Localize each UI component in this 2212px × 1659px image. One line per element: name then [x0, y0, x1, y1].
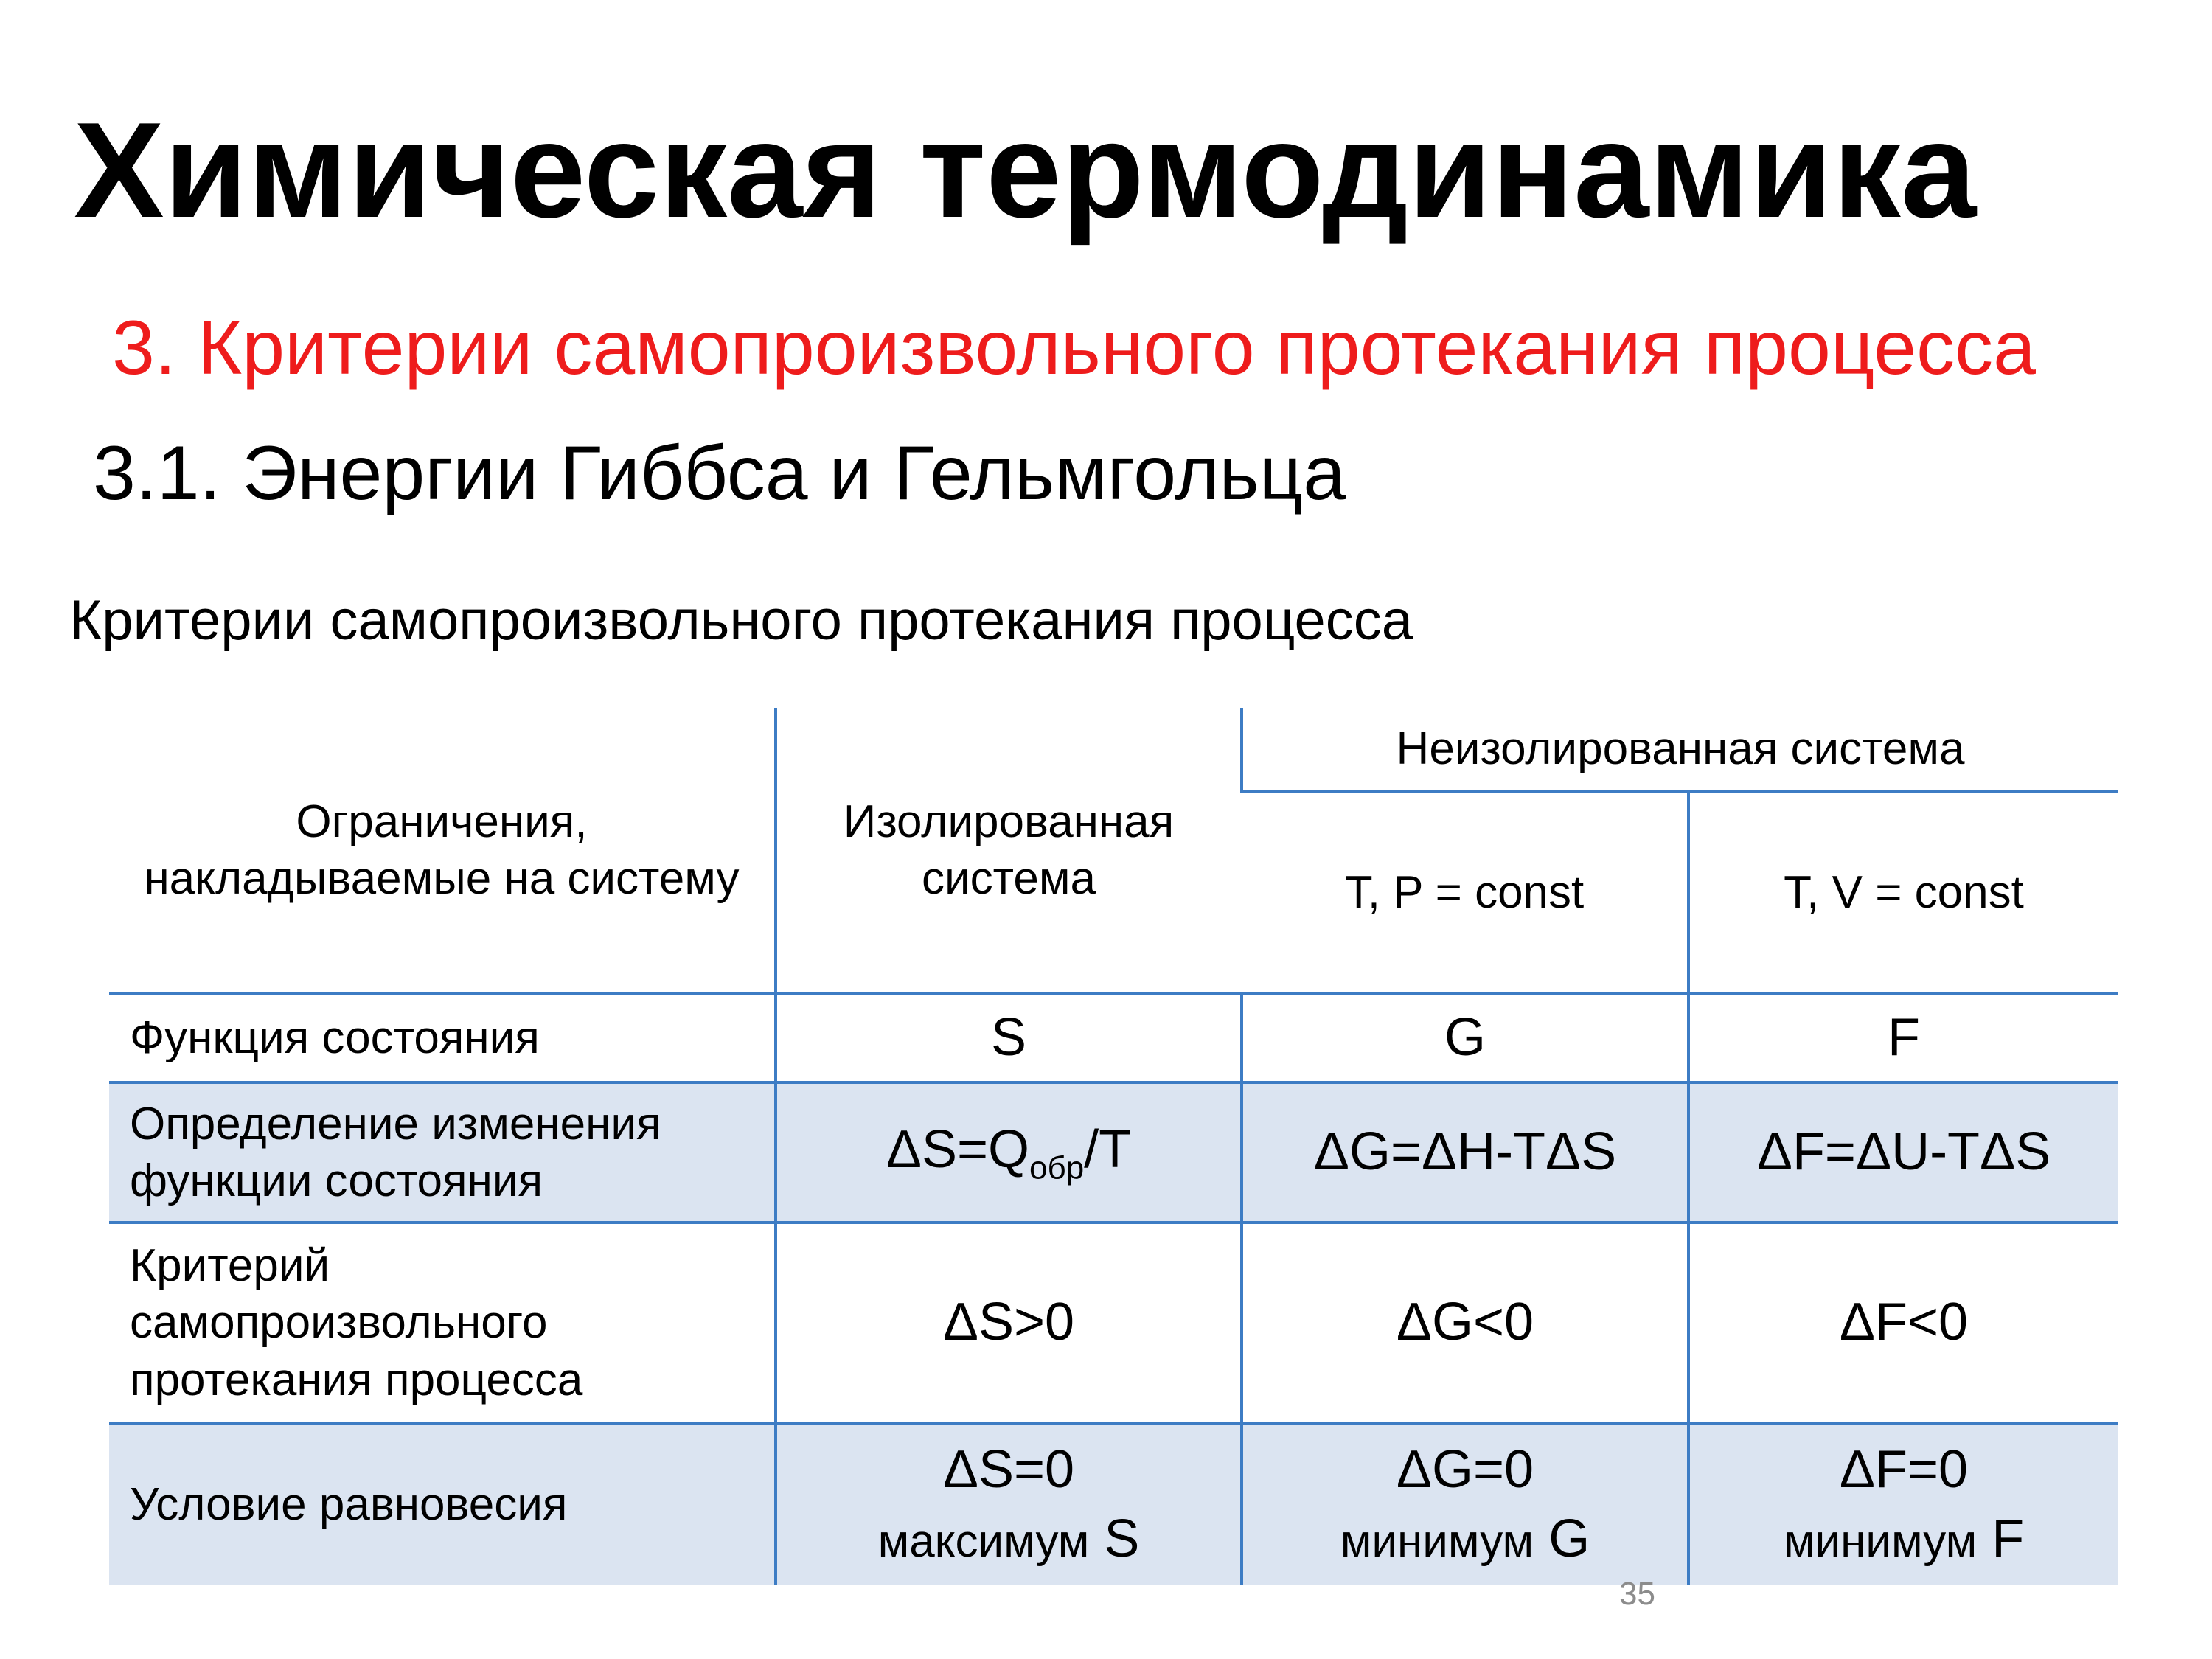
row-label-equilibrium: Условие равновесия [109, 1423, 776, 1585]
cell-tp-equilibrium [1242, 1423, 1688, 1585]
formula-tail: /T [1084, 1120, 1132, 1180]
cell-tp-definition: ΔG=ΔH-TΔS [1242, 1082, 1688, 1222]
extremum-word: минимум [1340, 1516, 1534, 1567]
table-caption: Критерии самопроизвольного протекания процесса [69, 589, 1413, 652]
row-label-state-function: Функция состояния [109, 994, 776, 1082]
extremum-function: F [1992, 1509, 2025, 1568]
header-constraints: Ограничения, накладываемые на систему [109, 708, 776, 994]
cell-isolated-state-function: S [776, 994, 1242, 1082]
cell-isolated-definition [776, 1082, 1242, 1222]
cell-isolated-equilibrium [776, 1423, 1242, 1585]
extremum-function: S [1104, 1509, 1140, 1568]
header-isolated-system: Изолированная система [776, 708, 1242, 994]
header-tv-const: T, V = const [1688, 792, 2118, 994]
formula-main: ΔS=Q [886, 1120, 1030, 1180]
cell-tv-definition: ΔF=ΔU-TΔS [1688, 1082, 2118, 1222]
page-number: 35 [1619, 1576, 1655, 1612]
extremum-word: минимум [1783, 1516, 1978, 1567]
row-label-criterion: Критерий самопроизвольного протекания процесса [109, 1222, 776, 1423]
equilibrium-equation: ΔF=0 [1839, 1440, 1969, 1500]
equilibrium-equation: ΔS=0 [942, 1440, 1075, 1500]
cell-tp-state-function: G [1242, 994, 1688, 1082]
cell-tp-criterion: ΔG<0 [1242, 1222, 1688, 1423]
extremum-word: максимум [877, 1516, 1090, 1567]
section-heading: 3. Критерии самопроизвольного протекания процесса [112, 305, 2036, 391]
header-nonisolated-system: Неизолированная система [1242, 708, 2118, 792]
table-row [109, 1423, 2118, 1585]
table-row [109, 1222, 2118, 1423]
cell-tv-equilibrium [1688, 1423, 2118, 1585]
extremum-function: G [1548, 1509, 1590, 1568]
row-label-definition: Определение изменения функции состояния [109, 1082, 776, 1222]
subsection-heading: 3.1. Энергии Гиббса и Гельмгольца [93, 431, 1346, 516]
header-tp-const: T, P = const [1242, 792, 1688, 994]
criteria-table [109, 708, 2118, 1585]
cell-isolated-criterion: ΔS>0 [776, 1222, 1242, 1423]
formula-subscript: обр [1029, 1150, 1085, 1186]
table-row [109, 994, 2118, 1082]
cell-tv-state-function: F [1688, 994, 2118, 1082]
slide-title: Химическая термодинамика [74, 94, 1977, 246]
table-row [109, 1082, 2118, 1222]
equilibrium-equation: ΔG=0 [1396, 1440, 1534, 1500]
table-header-row [109, 708, 2118, 792]
cell-tv-criterion: ΔF<0 [1688, 1222, 2118, 1423]
